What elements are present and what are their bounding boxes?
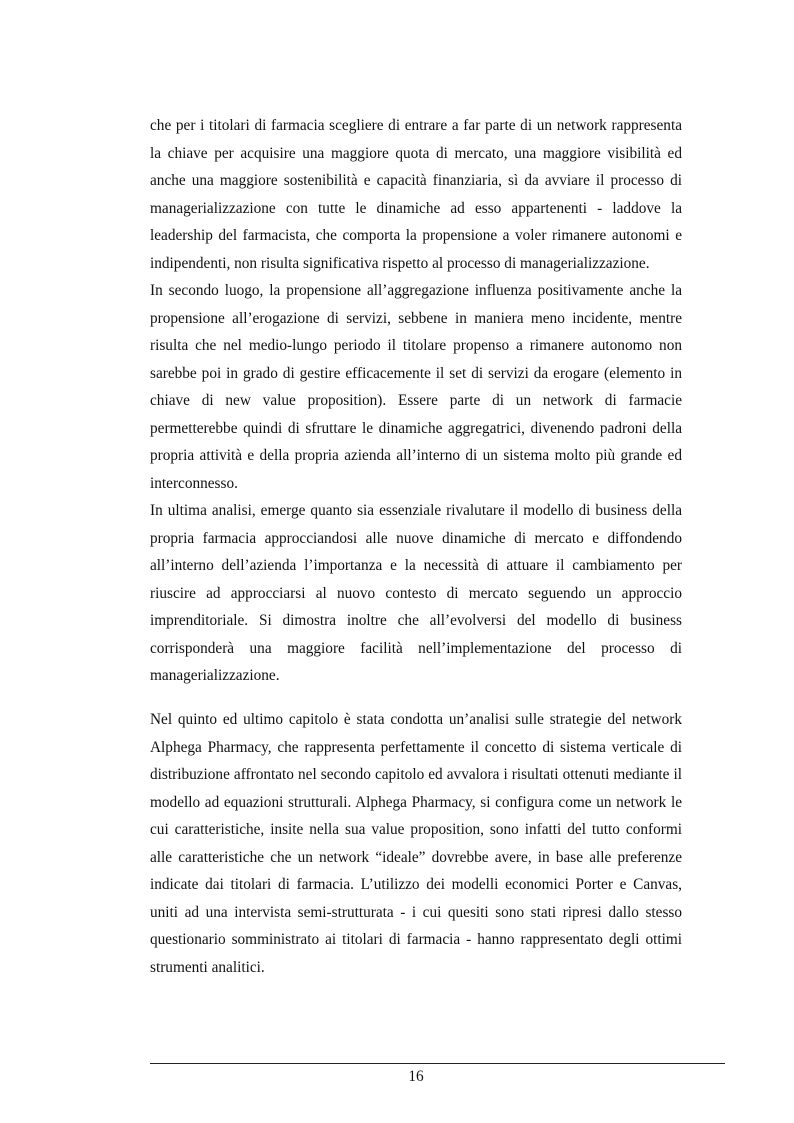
footer-divider <box>150 1063 725 1064</box>
paragraph-business-model: In ultima analisi, emerge quanto sia essenziale rivalutare il modello di business della propria farmacia approcciandosi alle nuove dinamiche di mercato e diffondendo all’interno dell’azienda l’importanza e la necessità di attuare il cambiamento per riuscire ad approcciarsi al nuovo contesto di mercato seguendo un approccio imprenditoriale. Si dimostra inoltre che all’evolversi del modello di business corrisponderà una maggiore facilità nell’implementazione del processo di managerializzazione. <box>150 502 682 684</box>
body-text-block-upper <box>150 112 682 690</box>
body-text-block-lower <box>150 706 682 981</box>
paragraph-network-benefits: che per i titolari di farmacia scegliere di entrare a far parte di un network rappresenta la chiave per acquisire una maggiore quota di mercato, una maggiore visibilità ed anche una maggiore sostenibilità e capacità finanziaria, sì da avviare il processo di managerializzazione con tutte le dinamiche ad esso appartenenti - laddove la leadership del farmacista, che comporta la propensione a voler rimanere autonomi e indipendenti, non risulta significativa rispetto al processo di managerializzazione. <box>150 117 682 272</box>
page-number: 16 <box>408 1068 424 1085</box>
paragraph-aggregation-propensity: In secondo luogo, la propensione all’aggregazione influenza positivamente anche la propensione all’erogazione di servizi, sebbene in maniera meno incidente, mentre risulta che nel medio-lungo periodo il titolare propenso a rimanere autonomo non sarebbe poi in grado di gestire efficacemente il set di servizi da erogare (elemento in chiave di new value proposition). Essere parte di un network di farmacie permetterebbe quindi di sfruttare le dinamiche aggregatrici, divenendo padroni della propria attività e della propria azienda all’interno di un sistema molto più grande ed interconnesso. <box>150 282 682 492</box>
paragraph-alphega-chapter: Nel quinto ed ultimo capitolo è stata condotta un’analisi sulle strategie del network Alphega Pharmacy, che rappresenta perfettamente il concetto di sistema verticale di distribuzione affrontato nel secondo capitolo ed avvalora i risultati ottenuti mediante il modello ad equazioni strutturali. Alphega Pharmacy, si configura come un network le cui caratteristiche, insite nella sua value proposition, sono infatti del tutto conformi alle caratteristiche che un network “ideale” dovrebbe avere, in base alle preferenze indicate dai titolari di farmacia. L’utilizzo dei modelli economici Porter e Canvas, uniti ad una intervista semi-strutturata - i cui quesiti sono stati ripresi dallo stesso questionario somministrato ai titolari di farmacia - hanno rappresentato degli ottimi strumenti analitici. <box>150 711 682 976</box>
